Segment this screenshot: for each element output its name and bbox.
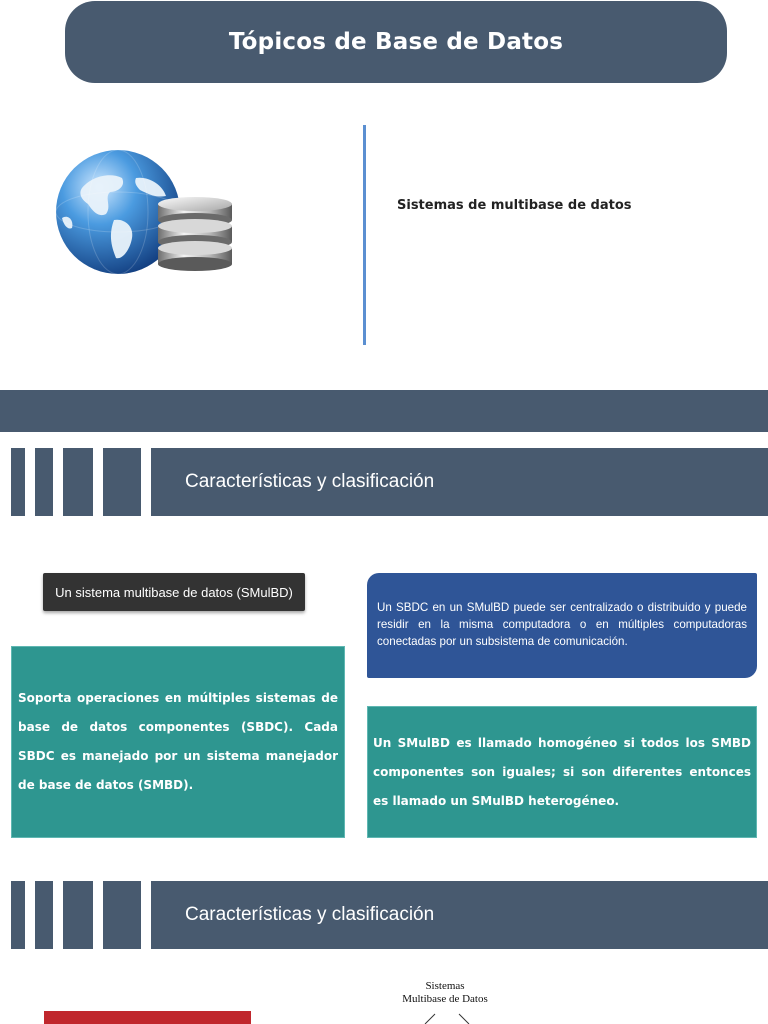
decor-bar xyxy=(11,448,25,516)
red-block xyxy=(44,1011,251,1024)
section-heading: Características y clasificación xyxy=(185,904,435,925)
divider-band xyxy=(0,390,768,432)
decor-bar xyxy=(11,881,25,949)
diagram-connector-lines xyxy=(415,1012,475,1024)
decor-bar xyxy=(63,881,93,949)
section-header-1 xyxy=(0,448,768,516)
diagram-title-line2: Multibase de Datos xyxy=(402,993,488,1005)
hero-subtitle: Sistemas de multibase de datos xyxy=(397,198,632,213)
tag-box xyxy=(43,573,305,611)
decor-bar xyxy=(35,448,53,516)
section-label-block xyxy=(151,881,768,949)
info-box-teal-right xyxy=(367,706,757,838)
globe-database-icon xyxy=(52,148,242,280)
title-banner xyxy=(65,1,727,83)
info-text-teal-left: Soporta operaciones en múltiples sistemas de base de datos componentes (SBDC). Cada SBDC es manejado por un sistema manejador de base de datos (SMBD). xyxy=(18,691,338,792)
section-label-block xyxy=(151,448,768,516)
decor-bar xyxy=(63,448,93,516)
decor-bar xyxy=(103,448,141,516)
diagram-title-line1: Sistemas xyxy=(425,980,465,992)
tag-label: Un sistema multibase de datos (SMulBD) xyxy=(55,584,293,600)
decor-bar xyxy=(35,881,53,949)
section-header-2 xyxy=(0,881,768,949)
decor-bar xyxy=(103,881,141,949)
diagram-title xyxy=(380,980,510,1006)
divider-line xyxy=(363,125,366,345)
info-text-teal-right: Un SMulBD es llamado homogéneo si todos los SMBD componentes son iguales; si son diferentes entonces es llamado un SMulBD heterogéneo. xyxy=(373,735,751,808)
page-title: Tópicos de Base de Datos xyxy=(228,29,564,55)
info-box-blue xyxy=(367,573,757,678)
info-text-blue: Un SBDC en un SMulBD puede ser centralizado o distribuido y puede residir en la misma computadora o en múltiples computadoras conectadas por un subsistema de comunicación. xyxy=(377,601,747,648)
section-heading: Características y clasificación xyxy=(185,471,435,492)
info-box-teal-left xyxy=(11,646,345,838)
